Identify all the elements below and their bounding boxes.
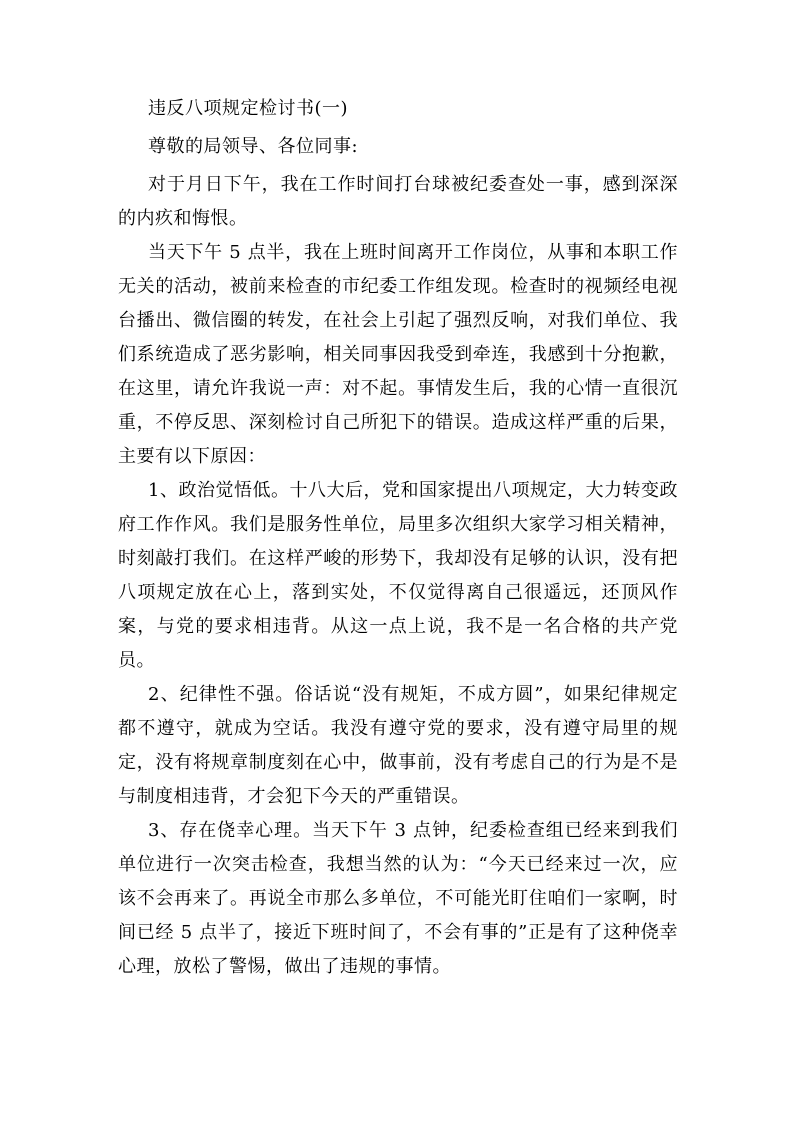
- document-title: 违反八项规定检讨书(一): [148, 98, 349, 119]
- paragraph-reason-3: 3、存在侥幸心理。当天下午 3 点钟，纪委检查组已经来到我们单位进行一次突击检查，我想当然的认为：“今天已经来过一次，应该不会再来了。再说全市那么多单位，不可能光盯住咱们一家啊，时间已经 5 点半了，接近下班时间了，不会有事的”正是有了这种侥幸心理，放松了警惕，做出了违规的事情。: [118, 820, 678, 977]
- salutation: 尊敬的局领导、各位同事:: [148, 136, 359, 157]
- paragraph-reason-1: 1、政治觉悟低。十八大后，党和国家提出八项规定，大力转变政府工作作风。我们是服务性单位，局里多次组织大家学习相关精神，时刻敲打我们。在这样严峻的形势下，我却没有足够的认识，没有把八项规定放在心上，落到实处，不仅觉得离自己很遥远，还顶风作案，与党的要求相违背。从这一点上说，我不是一名合格的共产党员。: [118, 480, 678, 671]
- paragraph-incident: 当天下午 5 点半，我在上班时间离开工作岗位，从事和本职工作无关的活动，被前来检查的市纪委工作组发现。检查时的视频经电视台播出、微信圈的转发，在社会上引起了强烈反响，对我们单位、我们系统造成了恶劣影响，相关同事因我受到牵连，我感到十分抱歉，在这里，请允许我说一声：对不起。事情发生后，我的心情一直很沉重，不停反思、深刻检讨自己所犯下的错误。造成这样严重的后果，主要有以下原因：: [118, 242, 678, 467]
- document-body: [118, 92, 678, 984]
- paragraph-intro: 对于月日下午，我在工作时间打台球被纪委查处一事，感到深深的内疚和悔恨。: [118, 174, 678, 229]
- paragraph-reason-2: 2、纪律性不强。俗话说“没有规矩，不成方圆”，如果纪律规定都不遵守，就成为空话。我没有遵守党的要求，没有遵守局里的规定，没有将规章制度刻在心中，做事前，没有考虑自己的行为是不是与制度相违背，才会犯下今天的严重错误。: [118, 684, 678, 807]
